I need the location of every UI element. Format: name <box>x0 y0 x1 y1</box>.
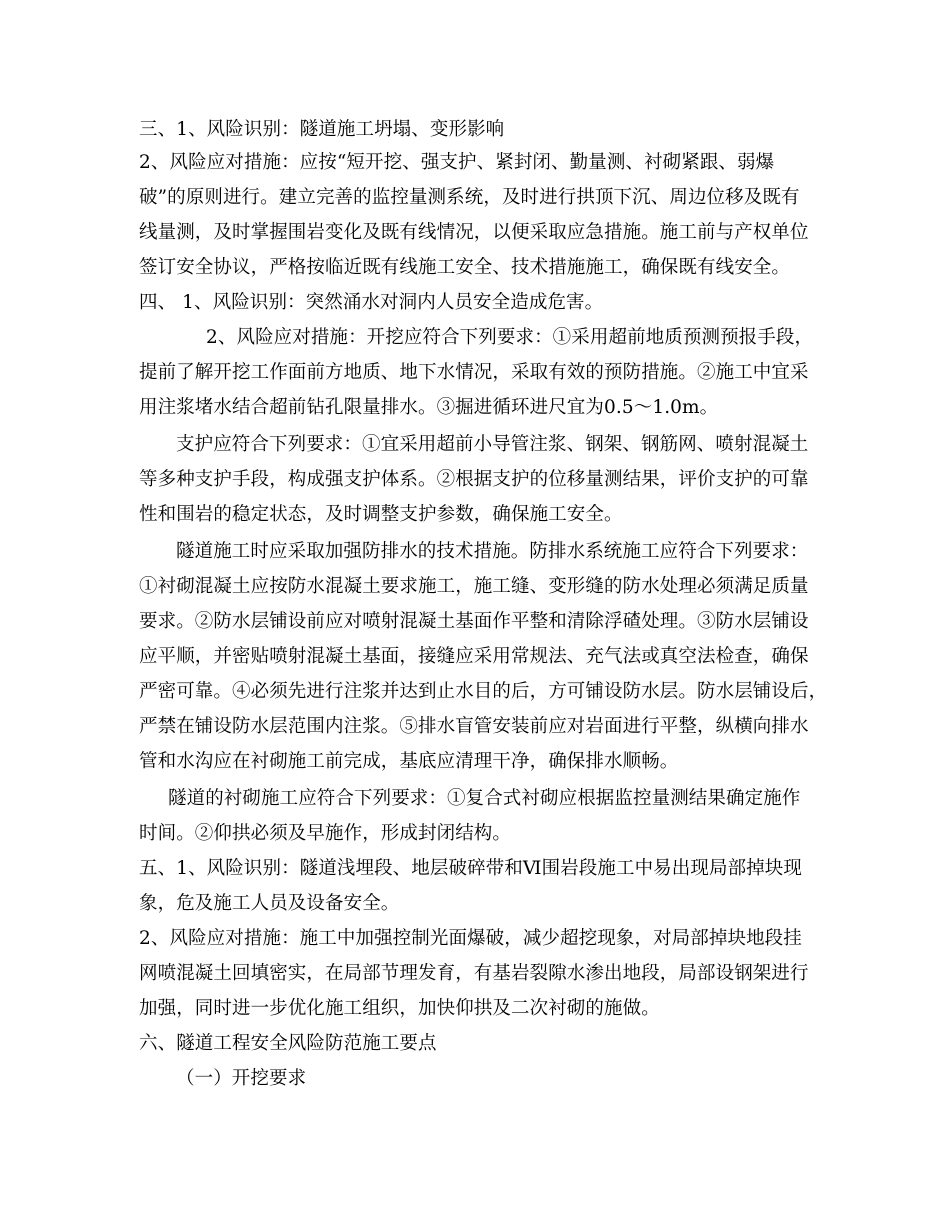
text-line: 2、风险应对措施：开挖应符合下列要求：①采用超前地质预测预报手段， <box>206 327 814 348</box>
text-line: 应平顺，并密贴喷射混凝土基面，接缝应采用常规法、充气法或真空法检查，确保 <box>139 646 809 667</box>
text-line: 四、 1、风险识别：突然涌水对洞内人员安全造成危害。 <box>139 292 604 313</box>
text-line: 性和围岩的稳定状态，及时调整支护参数，确保施工安全。 <box>139 504 623 525</box>
text-line: 破”的原则进行。建立完善的监控量测系统，及时进行拱顶下沉、周边位移及既有 <box>139 187 800 208</box>
text-line: 网喷混凝土回填密实，在局部节理发育，有基岩裂隙水渗出地段，局部设钢架进行 <box>139 963 809 984</box>
text-line: 隧道的衬砌施工应符合下列要求：①复合式衬砌应根据监控量测结果确定施作 <box>168 788 801 809</box>
text-line: 五、1、风险识别：隧道浅埋段、地层破碎带和Ⅵ围岩段施工中易出现局部掉块现 <box>139 858 802 879</box>
text-line: 等多种支护手段，构成强支护体系。②根据支护的位移量测结果，评价支护的可靠 <box>139 469 809 490</box>
text-line: 管和水沟应在衬砌施工前完成，基底应清理干净，确保排水顺畅。 <box>139 751 679 772</box>
text-line: 三、1、风险识别：隧道施工坍塌、变形影响 <box>139 119 505 140</box>
text-line: 提前了解开挖工作面前方地质、地下水情况，采取有效的预防措施。②施工中宜采 <box>139 362 809 383</box>
text-line: 隧道施工时应采取加强防排水的技术措施。防排水系统施工应符合下列要求： <box>176 541 809 562</box>
text-line: 加强，同时进一步优化施工组织，加快仰拱及二次衬砌的施做。 <box>139 998 660 1019</box>
text-line: 严禁在铺设防水层范围内注浆。⑤排水盲管安装前应对岩面进行平整，纵横向排水 <box>139 716 809 737</box>
text-line: 用注浆堵水结合超前钻孔限量排水。③掘进循环进尺宜为0.5～1.0m。 <box>139 397 719 418</box>
text-line: 2、风险应对措施：施工中加强控制光面爆破，减少超挖现象，对局部掉块地段挂 <box>139 928 802 949</box>
text-line: 线量测，及时掌握围岩变化及既有线情况，以便采取应急措施。施工前与产权单位 <box>139 222 809 243</box>
text-line: 要求。②防水层铺设前应对喷射混凝土基面作平整和清除浮碴处理。③防水层铺设 <box>139 611 809 632</box>
text-line: 象，危及施工人员及设备安全。 <box>139 893 400 914</box>
text-line: 签订安全协议，严格按临近既有线施工安全、技术措施施工，确保既有线安全。 <box>139 257 791 278</box>
text-line: （一）开挖要求 <box>176 1068 307 1089</box>
text-line: 六、隧道工程安全风险防范施工要点 <box>139 1033 437 1054</box>
text-line: ①衬砌混凝土应按防水混凝土要求施工，施工缝、变形缝的防水处理必须满足质量 <box>139 576 809 597</box>
text-line: 严密可靠。④必须先进行注浆并达到止水目的后，方可铺设防水层。防水层铺设后， <box>139 681 828 702</box>
text-line: 支护应符合下列要求：①宜采用超前小导管注浆、钢架、钢筋网、喷射混凝土 <box>176 434 809 455</box>
text-line: 2、风险应对措施：应按“短开挖、强支护、紧封闭、勤量测、衬砌紧跟、弱爆 <box>139 152 775 173</box>
text-line: 时间。②仰拱必须及早施作，形成封闭结构。 <box>139 823 512 844</box>
